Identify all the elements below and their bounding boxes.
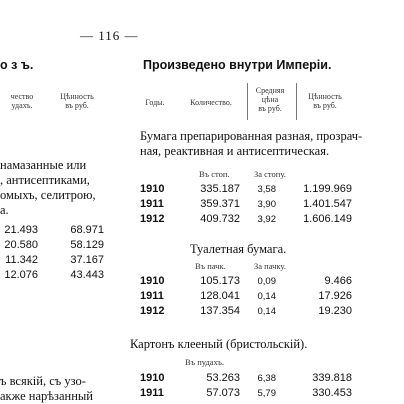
row-year: 1910 xyxy=(140,372,165,384)
row-price: 3,92 xyxy=(257,214,276,225)
row-price: 0,14 xyxy=(257,306,276,317)
row-price: 0,14 xyxy=(257,291,276,302)
row-value: 1.199.969 xyxy=(303,183,352,195)
left-row-qty: 12.076 xyxy=(4,269,38,281)
left-row-value: 43.443 xyxy=(70,269,104,281)
unit-label-qty: Въ пачк. xyxy=(195,261,226,271)
row-qty: 128.041 xyxy=(200,290,240,302)
left-column-heading: о з ъ. xyxy=(0,58,34,72)
years-header: Годы. xyxy=(145,98,165,107)
left-text-line: намазанные или xyxy=(0,158,87,172)
row-price: 0,09 xyxy=(257,276,276,287)
left-value-header-text: Цѣнность въ руб. xyxy=(60,92,94,110)
header-divider xyxy=(247,83,248,120)
row-year: 1911 xyxy=(140,198,164,210)
left-bottom-line: акже нарѣзанный xyxy=(0,389,93,403)
avg-price-header: Средняя цѣна въ руб. xyxy=(255,86,285,113)
unit-label-qty: Въ стоп. xyxy=(199,169,230,179)
left-text-line: омыхъ, селитрою, xyxy=(0,188,96,202)
row-qty: 53.263 xyxy=(206,372,240,384)
row-price: 3,58 xyxy=(257,184,276,195)
left-row-value: 68.971 xyxy=(70,224,104,236)
section-title: Бумага препарированная разная, прозрач- xyxy=(140,129,363,143)
section-title: Туалетная бумага. xyxy=(190,242,287,256)
left-row-value: 58.129 xyxy=(70,239,104,251)
left-bottom-line: ъ всякій, съ узо- xyxy=(0,374,86,388)
unit-label-price: За пачку. xyxy=(254,261,286,271)
quantity-header: Количество. xyxy=(190,98,232,107)
row-qty: 137.354 xyxy=(200,305,240,317)
row-price: 6,38 xyxy=(257,373,276,384)
left-text-line: а. xyxy=(0,203,9,217)
left-value-header xyxy=(52,92,102,110)
left-row-qty: 20.580 xyxy=(4,239,38,251)
left-text-line: , антисептиками, xyxy=(0,173,90,187)
row-qty: 57.073 xyxy=(206,387,240,399)
section-title: ная, реактивная и антисептическая. xyxy=(140,144,330,158)
row-qty: 359.371 xyxy=(200,198,240,210)
row-value: 9.466 xyxy=(324,275,352,287)
left-row-qty: 11.342 xyxy=(5,254,38,266)
row-value: 330.453 xyxy=(312,387,352,399)
unit-label-price: За стопу. xyxy=(254,169,286,179)
page-number: — 116 — xyxy=(80,28,139,43)
row-value: 19.230 xyxy=(318,305,352,317)
section-title: Картонъ клееный (бристольскій). xyxy=(130,337,308,351)
row-year: 1912 xyxy=(140,213,165,225)
header-divider xyxy=(296,83,297,120)
row-value: 1.606.149 xyxy=(303,213,352,225)
row-value: 17.926 xyxy=(318,290,352,302)
row-qty: 335.187 xyxy=(200,183,240,195)
row-year: 1910 xyxy=(140,275,165,287)
row-year: 1912 xyxy=(140,305,165,317)
unit-label-qty: Въ пудахъ. xyxy=(185,357,224,367)
row-value: 339.818 xyxy=(312,372,352,384)
row-price: 5,79 xyxy=(257,388,276,399)
row-qty: 409.732 xyxy=(200,213,240,225)
left-row-value: 37.167 xyxy=(70,254,104,266)
row-price: 3,90 xyxy=(257,199,276,210)
main-heading: Произведено внутри Имперіи. xyxy=(143,58,332,72)
left-qty-header-text: чество удахъ. xyxy=(10,92,34,110)
left-row-qty: 21.493 xyxy=(4,224,38,236)
row-year: 1910 xyxy=(140,183,165,195)
value-header: Цѣнность въ руб. xyxy=(308,92,342,110)
row-value: 1.401.547 xyxy=(303,198,352,210)
left-qty-header xyxy=(0,92,44,110)
row-year: 1911 xyxy=(140,290,164,302)
row-year: 1911 xyxy=(140,387,164,399)
row-qty: 105.173 xyxy=(200,275,240,287)
